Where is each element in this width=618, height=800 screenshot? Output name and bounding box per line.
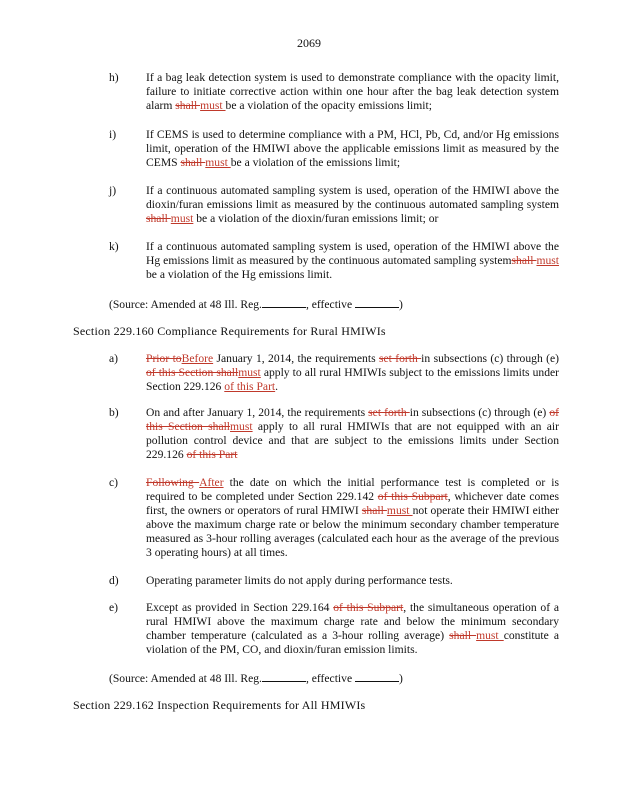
subsection-text	[146, 601, 559, 657]
source-note	[109, 671, 403, 685]
body-text: If a continuous automated sampling system is used, operation of the HMIWI above the dioxin/furan emissions limit as measured by the continuous automated sampling system	[146, 184, 559, 211]
source-effective: , effective	[305, 672, 355, 685]
body-text: If CEMS is used to determine compliance with a PM, HCl, Pb, Cd, and/or Hg emissions limit, operation of the HMIWI above the applicable emissions limit as measured by the CEMS	[146, 128, 559, 169]
inserted-text: must	[238, 366, 261, 379]
source-suffix: )	[398, 298, 403, 311]
subsection-h	[109, 71, 559, 113]
subsection-label: i)	[109, 128, 117, 141]
inserted-text: After	[199, 476, 224, 489]
body-text: in subsections (c) through (e)	[409, 406, 550, 419]
date-blank	[355, 297, 399, 308]
source-suffix: )	[398, 672, 403, 685]
body-text: If a bag leak detection system is used to demonstrate compliance with the opacity limit, failure to initiate corrective action within one hour after the bag leak detection system alarm	[146, 71, 559, 112]
subsection-text	[146, 128, 559, 170]
date-blank	[355, 671, 399, 682]
subsection-k	[109, 240, 559, 282]
deleted-text: Prior to	[146, 352, 182, 365]
body-text: Operating parameter limits do not apply during performance tests.	[146, 574, 453, 587]
inserted-text: Before	[181, 352, 214, 365]
subsection-label: b)	[109, 406, 119, 419]
subsection-label: j)	[109, 184, 117, 197]
deleted-text: of this Section shall	[146, 406, 559, 433]
deleted-text: shall	[146, 212, 171, 225]
body-text: .	[275, 380, 279, 393]
deleted-text: Following	[146, 476, 200, 489]
subsection-c	[109, 476, 559, 560]
deleted-text: shall	[180, 156, 206, 169]
body-text: be a violation of the dioxin/furan emissions limit; or	[193, 212, 439, 225]
body-text: January 1, 2014, the requirements	[213, 352, 379, 365]
subsection-i	[109, 128, 559, 170]
subsection-label: h)	[109, 71, 119, 84]
body-text: in subsections (c) through (e)	[421, 352, 559, 365]
subsection-label: a)	[109, 352, 119, 365]
subsection-label: e)	[109, 601, 119, 614]
subsection-text	[146, 71, 559, 113]
body-text: , whichever date comes first, the owners or operators of rural HMIWI	[146, 490, 559, 517]
subsection-a	[109, 352, 559, 394]
body-text: not operate their HMIWI either above the maximum charge rate or below the minimum secondary chamber temperature measured as 3-hour rolling averages (calculated each hour as the average of the previous 3 operating hours) at all times.	[146, 504, 559, 559]
subsection-b	[109, 406, 559, 462]
inserted-text: must	[536, 254, 560, 267]
subsection-j	[109, 184, 559, 226]
inserted-text: must	[200, 99, 226, 112]
section-heading: Section 229.160 Compliance Requirements for Rural HMIWIs	[73, 324, 386, 338]
source-effective: , effective	[305, 298, 355, 311]
inserted-text: must	[205, 156, 231, 169]
body-text: be a violation of the Hg emissions limit.	[146, 268, 333, 281]
subsection-text	[146, 476, 559, 560]
deleted-text: of this Subpart	[333, 601, 404, 614]
subsection-text	[146, 352, 559, 394]
body-text: On and after January 1, 2014, the requirements	[146, 406, 369, 419]
body-text: the date on which the initial performance test is completed or is required to be completed under Section 229.142	[146, 476, 559, 503]
deleted-text: of this Subpart	[377, 490, 448, 503]
deleted-text: of this Part	[186, 448, 238, 461]
body-text: apply to all rural HMIWIs subject to the emissions limits under Section 229.126	[146, 366, 559, 393]
reg-blank	[262, 297, 306, 308]
subsection-text	[146, 574, 559, 588]
deleted-text: shall	[361, 504, 387, 517]
source-note	[109, 297, 403, 311]
deleted-text: shall	[175, 99, 201, 112]
inserted-text: of this Part	[224, 380, 276, 393]
body-text: , the simultaneous operation of a rural HMIWI above the maximum charge rate and below the minimum secondary chamber temperature (calculated as a 3-hour rolling average)	[146, 601, 559, 642]
subsection-d	[109, 574, 559, 588]
source-prefix: (Source: Amended at 48 Ill. Reg.	[109, 298, 262, 311]
body-text: Except as provided in Section 229.164	[146, 601, 334, 614]
page-number: 2069	[297, 36, 321, 50]
subsection-label: k)	[109, 240, 119, 253]
source-prefix: (Source: Amended at 48 Ill. Reg.	[109, 672, 262, 685]
deleted-text: set forth	[378, 352, 422, 365]
reg-blank	[262, 671, 306, 682]
subsection-label: c)	[109, 476, 119, 489]
body-text: be a violation of the emissions limit;	[230, 156, 401, 169]
body-text: apply to all rural HMIWIs that are not equipped with an air pollution control device and that are subject to the emissions limits under Section 229.126	[146, 420, 559, 461]
body-text: If a continuous automated sampling system is used, operation of the HMIWI above the Hg emissions limit as measured by the continuous automated sampling system	[146, 240, 559, 267]
subsection-label: d)	[109, 574, 119, 587]
inserted-text: must	[476, 629, 504, 642]
subsection-text	[146, 240, 559, 282]
deleted-text: set forth	[368, 406, 410, 419]
deleted-text: shall	[511, 254, 537, 267]
inserted-text: must	[386, 504, 413, 517]
section-heading: Section 229.162 Inspection Requirements for All HMIWIs	[73, 698, 366, 712]
deleted-text: of this Section shall	[146, 366, 239, 379]
subsection-text	[146, 406, 559, 462]
subsection-e	[109, 601, 559, 657]
deleted-text: shall	[449, 629, 477, 642]
body-text: constitute a violation of the PM, CO, and dioxin/furan emission limits.	[146, 629, 560, 656]
inserted-text: must	[230, 420, 253, 433]
subsection-text	[146, 184, 559, 226]
inserted-text: must	[170, 212, 194, 225]
body-text: be a violation of the opacity emissions limit;	[225, 99, 432, 112]
